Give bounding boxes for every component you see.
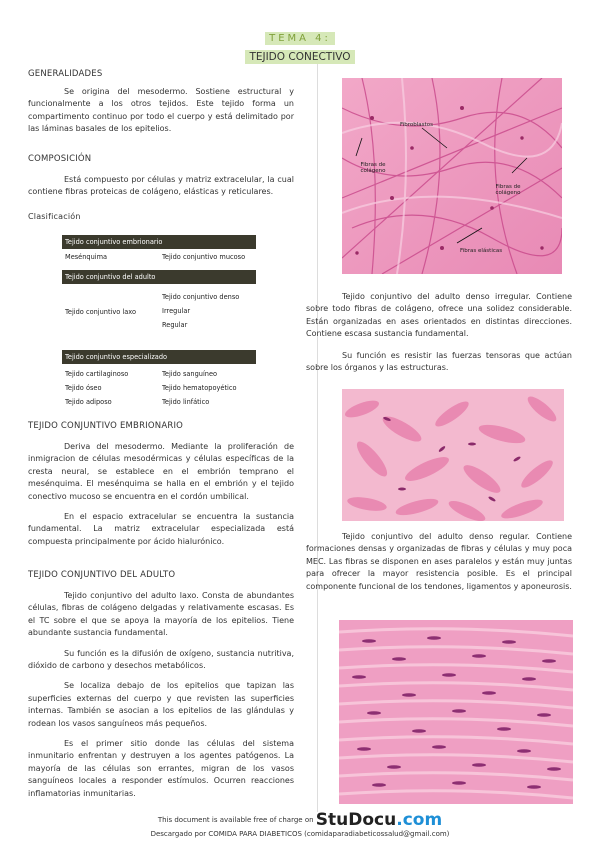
composicion-heading: COMPOSICIÓN [28, 154, 92, 164]
table-header-adulto: Tejido conjuntivo del adulto [62, 270, 256, 284]
logo-domain: .com [396, 810, 443, 830]
histology-image-regular [339, 620, 573, 804]
table-row [62, 249, 256, 266]
histology-image-dense [342, 389, 564, 521]
adulto-heading: TEJIDO CONJUNTIVO DEL ADULTO [28, 570, 176, 580]
generalidades-heading: GENERALIDADES [28, 69, 103, 79]
composicion-text: Está compuesto por células y matriz extracelular, la cual contiene fibras proteicas de colágeno, elásticas y reticulares. [28, 175, 294, 197]
table-header-embrionario: Tejido conjuntivo embrionario [62, 235, 256, 249]
logo-text: StuDocu [315, 810, 397, 830]
table-cell: Tejido hematopoyético [162, 384, 237, 392]
embrionario-section [28, 441, 294, 548]
tema-title: TEMA 4: [265, 32, 335, 45]
denso-regular-text: Tejido conjuntivo del adulto denso regular. Contiene formaciones densas y organizadas de fibras y células y muy poca MEC. Las fibras se disponen en ases paralelos y están muy juntas para ofrecer la mayor resistencia posible. Es el principal componente funcional de los tendones, ligamentos y aponeurosis. [306, 532, 572, 591]
composicion-paragraph [28, 174, 294, 199]
clasificacion-table [62, 235, 256, 409]
denso-regular-section [306, 531, 572, 593]
table-cell: Tejido conjuntivo denso [162, 293, 240, 301]
table-header-especializado: Tejido conjuntivo especializado [62, 350, 256, 364]
embrionario-p1: Deriva del mesodermo. Mediante la proliferación de inmigracion de células mesodérmicas y células específicas de la cresta neural, se establece en el embrión temprano el mesénquima. El mesénquima se halla en el embrión y el tejido conectivo mucoso se encuentra en el cordón umbilical. [28, 442, 294, 501]
table-cell: Tejido sanguíneo [162, 370, 218, 378]
funcion-text: Su función es resistir las fuerzas tensoras que actúan sobre los órganos y las estructuras. [306, 350, 572, 373]
denso-irregular-text: Tejido conjuntivo del adulto denso irregular. Contiene sobre todo fibras de colágeno, ofrece una solidez considerable. Están organizadas en ases orientados en distintas direcciones. Contiene escasa sustancia fundamental. [306, 292, 572, 339]
embrionario-p2: En el espacio extracelular se encuentra la sustancia fundamental. La matriz extracelular especializada está compuesta principalmente por ácido hialurónico. [28, 512, 294, 546]
label-fibras-elasticas: Fibras elásticas [460, 248, 503, 254]
adulto-p3: Se localiza debajo de los epitelios que tapizan las superficies externas del cuerpo y que revisten las superficies internas. También se asocian a los epitelios de las glándulas y rodean los vasos sanguíneos más pequeños. [28, 681, 294, 728]
table-cell: Tejido adiposo [65, 398, 112, 406]
embrionario-heading: TEJIDO CONJUNTIVO EMBRIONARIO [28, 421, 184, 431]
tema-subtitle: TEJIDO CONECTIVO [245, 50, 354, 64]
clasificacion-heading: Clasificación [28, 212, 81, 221]
table-cell: Tejido conjuntivo laxo [65, 308, 137, 316]
table-cell: Regular [162, 321, 188, 329]
histology-image-irregular [342, 78, 562, 274]
table-cell: Tejido conjuntivo mucoso [162, 253, 246, 261]
table-cell: Tejido cartilaginoso [65, 370, 129, 378]
adulto-p1: Tejido conjuntivo del adulto laxo. Consta de abundantes células, fibras de colágeno delgadas y relativamente escasas. Es el TC sobre el que se apoya la mayoría de los epitelios. Tiene abundante sustancia fundamental. [28, 591, 294, 638]
footer-available-text: This document is available free of charge on [157, 816, 314, 824]
table-cell: Irregular [162, 307, 191, 315]
denso-irregular-section [306, 291, 572, 374]
adulto-p4: Es el primer sitio donde las células del sistema inmunitario enfrentan y destruyen a los agentes patógenos. La mayoría de las células son errantes, migran de los vasos sanguíneos locales a responder estímulos. Ocurren reacciones inflamatorias inmunitarias. [28, 739, 294, 798]
label-fibras-colageno-left: Fibras de colágeno [360, 162, 386, 174]
generalidades-paragraph [28, 86, 294, 136]
studocu-logo[interactable] [316, 810, 442, 830]
page-title-block [0, 26, 600, 64]
column-divider [317, 64, 318, 812]
adulto-section [28, 590, 294, 800]
footer-descargado: Descargado por COMIDA PARA DIABETICOS (comidaparadiabeticossalud@gmail.com) [150, 830, 450, 838]
generalidades-text: Se origina del mesodermo. Sostiene estructural y funcionalmente a los otros tejidos. Este tejido forma un compartimento continuo por todo el cuerpo y está delimitado por las láminas basales de los epitelios. [28, 87, 294, 134]
table-cell: Tejido óseo [65, 384, 102, 392]
label-fibras-colageno-right: Fibras de colágeno [495, 184, 521, 196]
table-row [62, 364, 256, 409]
table-cell: Tejido linfático [162, 398, 210, 406]
footer-available [0, 810, 600, 830]
table-row [62, 284, 256, 344]
table-cell: Mesénquima [65, 253, 108, 261]
adulto-p2: Su función es la difusión de oxígeno, sustancia nutritiva, dióxido de carbono y desechos metabólicos. [28, 648, 294, 671]
label-fibroblastos: Fibroblastos [400, 122, 433, 128]
